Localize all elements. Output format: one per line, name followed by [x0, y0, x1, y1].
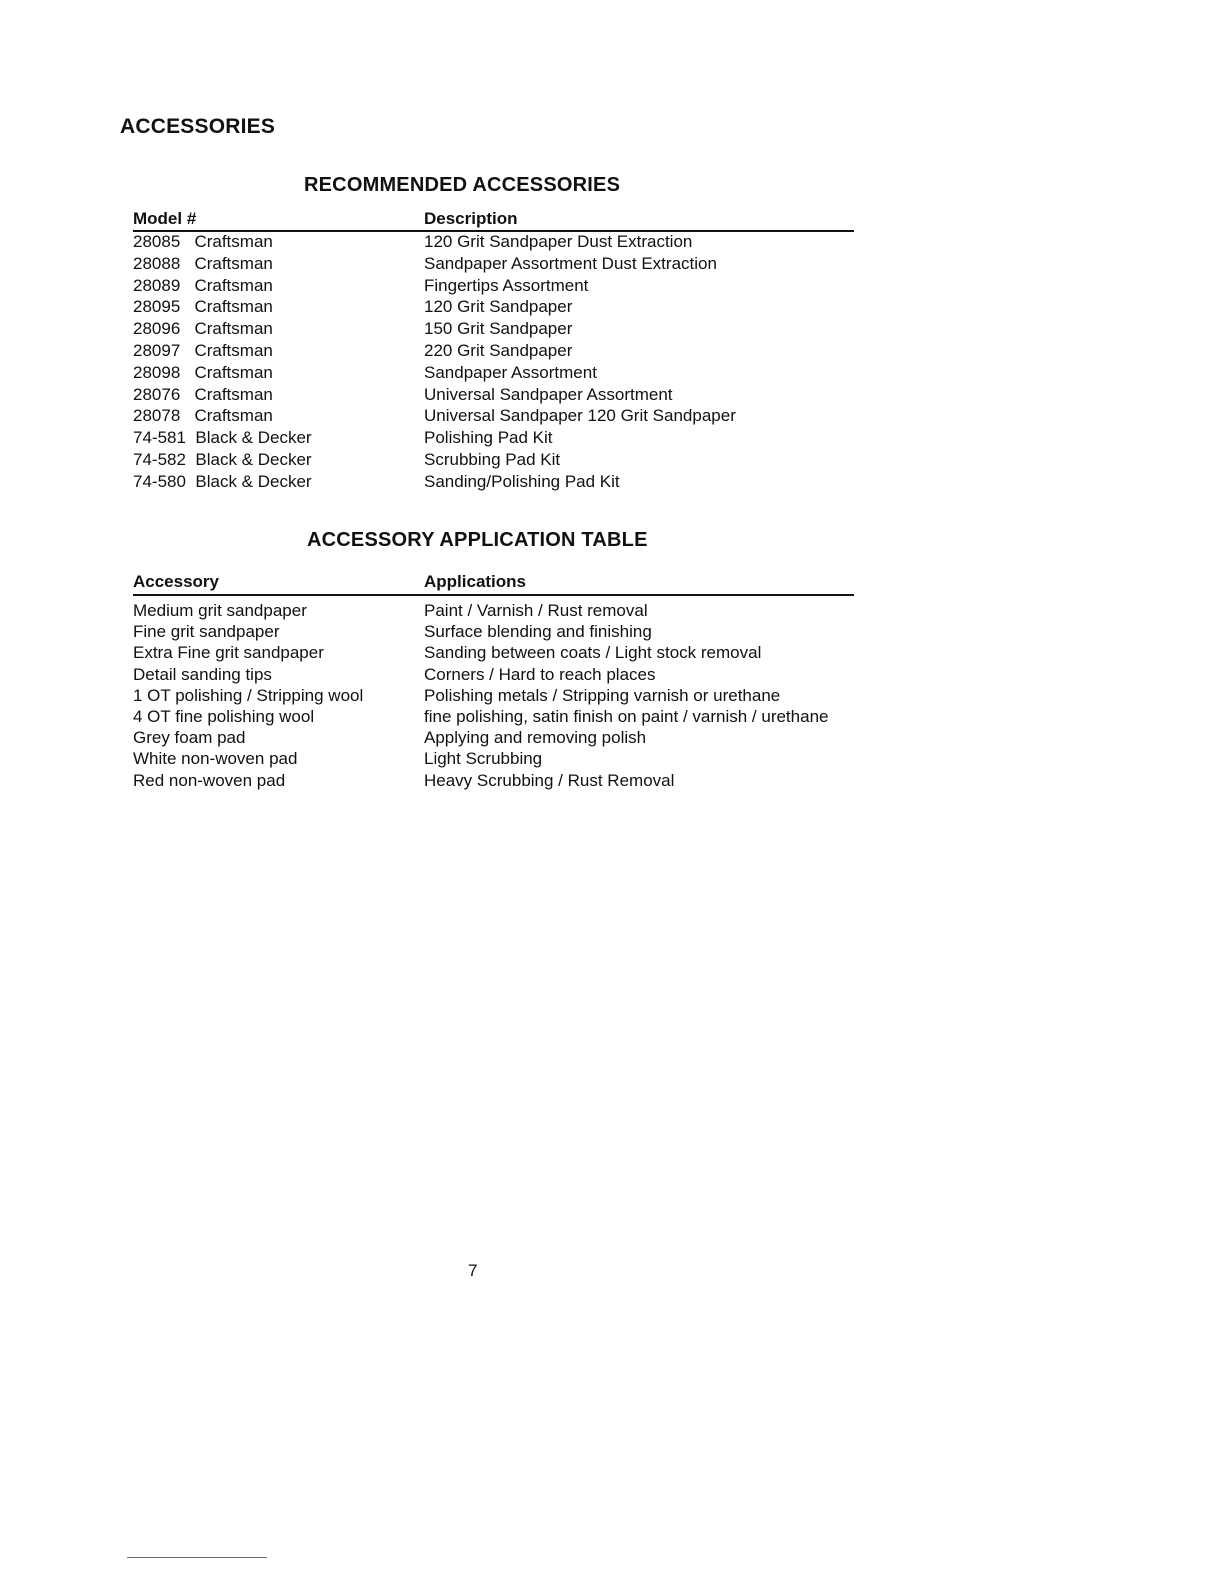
- recommended-accessories-title: RECOMMENDED ACCESSORIES: [304, 174, 621, 196]
- accessory-application-title: ACCESSORY APPLICATION TABLE: [307, 529, 648, 551]
- table-row: [133, 622, 854, 643]
- table-row: [133, 232, 854, 254]
- table-row: [133, 771, 854, 792]
- cell-model: 74-582 Black & Decker: [133, 449, 312, 469]
- cell-description: 220 Grit Sandpaper: [424, 340, 573, 360]
- cell-model: 28095 Craftsman: [133, 297, 273, 317]
- cell-model: 28088 Craftsman: [133, 253, 273, 273]
- cell-accessory: Fine grit sandpaper: [133, 622, 280, 642]
- cell-accessory: White non-woven pad: [133, 749, 298, 769]
- table-row: [133, 749, 854, 770]
- cell-accessory: Medium grit sandpaper: [133, 601, 307, 620]
- cell-accessory: Detail sanding tips: [133, 664, 272, 684]
- table-row: [133, 601, 854, 622]
- table-row: [133, 319, 854, 341]
- accessory-application-table: [133, 571, 854, 792]
- cell-accessory: 1 OT polishing / Stripping wool: [133, 685, 364, 705]
- table-row: [133, 276, 854, 298]
- cell-model: 28097 Craftsman: [133, 340, 273, 360]
- table-row: [133, 341, 854, 363]
- cell-description: Universal Sandpaper 120 Grit Sandpaper: [424, 406, 736, 426]
- cell-application: Surface blending and finishing: [424, 622, 652, 642]
- cell-accessory: Red non-woven pad: [133, 770, 286, 790]
- cell-accessory: Extra Fine grit sandpaper: [133, 643, 324, 663]
- cell-description: Scrubbing Pad Kit: [424, 449, 561, 469]
- cell-model: 28076 Craftsman: [133, 384, 273, 404]
- table-header: [133, 208, 854, 232]
- cell-application: fine polishing, satin finish on paint / varnish / urethane: [424, 706, 829, 726]
- cell-application: Applying and removing polish: [424, 728, 647, 748]
- cell-description: Universal Sandpaper Assortment: [424, 384, 673, 404]
- cell-model: 28078 Craftsman: [133, 406, 273, 426]
- recommended-accessories-table: [133, 208, 854, 494]
- cell-model: 28085 Craftsman: [133, 232, 273, 251]
- cell-application: Light Scrubbing: [424, 749, 543, 769]
- cell-application: Sanding between coats / Light stock removal: [424, 643, 762, 663]
- cell-application: Polishing metals / Stripping varnish or urethane: [424, 685, 781, 705]
- cell-description: 120 Grit Sandpaper Dust Extraction: [424, 232, 693, 251]
- cell-application: Corners / Hard to reach places: [424, 664, 656, 684]
- table-row: [133, 728, 854, 749]
- page-number: 7: [468, 1261, 478, 1280]
- table-row: [133, 665, 854, 686]
- table-header: [133, 571, 854, 596]
- accessory-column-header: Accessory: [133, 572, 220, 591]
- model-column-header: Model #: [133, 209, 197, 228]
- cell-application: Heavy Scrubbing / Rust Removal: [424, 770, 675, 790]
- table-row: [133, 428, 854, 450]
- table-body: [133, 232, 854, 494]
- applications-column-header: Applications: [424, 572, 527, 591]
- table-row: [133, 686, 854, 707]
- cell-description: 150 Grit Sandpaper: [424, 319, 573, 339]
- cell-model: 74-581 Black & Decker: [133, 428, 312, 448]
- table-row: [133, 406, 854, 428]
- cell-description: Sandpaper Assortment: [424, 362, 597, 382]
- cell-application: Paint / Varnish / Rust removal: [424, 601, 648, 620]
- page-heading: ACCESSORIES: [120, 115, 276, 138]
- table-row: [133, 472, 854, 494]
- cell-model: 28089 Craftsman: [133, 275, 273, 295]
- table-row: [133, 385, 854, 407]
- table-row: [133, 707, 854, 728]
- table-body: [133, 596, 854, 792]
- footer-rule: [127, 1557, 267, 1558]
- cell-model: 74-580 Black & Decker: [133, 471, 312, 491]
- cell-description: 120 Grit Sandpaper: [424, 297, 573, 317]
- table-row: [133, 297, 854, 319]
- cell-model: 28096 Craftsman: [133, 319, 273, 339]
- description-column-header: Description: [424, 209, 518, 228]
- table-row: [133, 450, 854, 472]
- cell-accessory: Grey foam pad: [133, 728, 246, 748]
- cell-description: Sandpaper Assortment Dust Extraction: [424, 253, 717, 273]
- cell-model: 28098 Craftsman: [133, 362, 273, 382]
- table-row: [133, 643, 854, 664]
- cell-accessory: 4 OT fine polishing wool: [133, 706, 315, 726]
- cell-description: Sanding/Polishing Pad Kit: [424, 471, 620, 491]
- cell-description: Polishing Pad Kit: [424, 428, 553, 448]
- cell-description: Fingertips Assortment: [424, 275, 589, 295]
- table-row: [133, 254, 854, 276]
- table-row: [133, 363, 854, 385]
